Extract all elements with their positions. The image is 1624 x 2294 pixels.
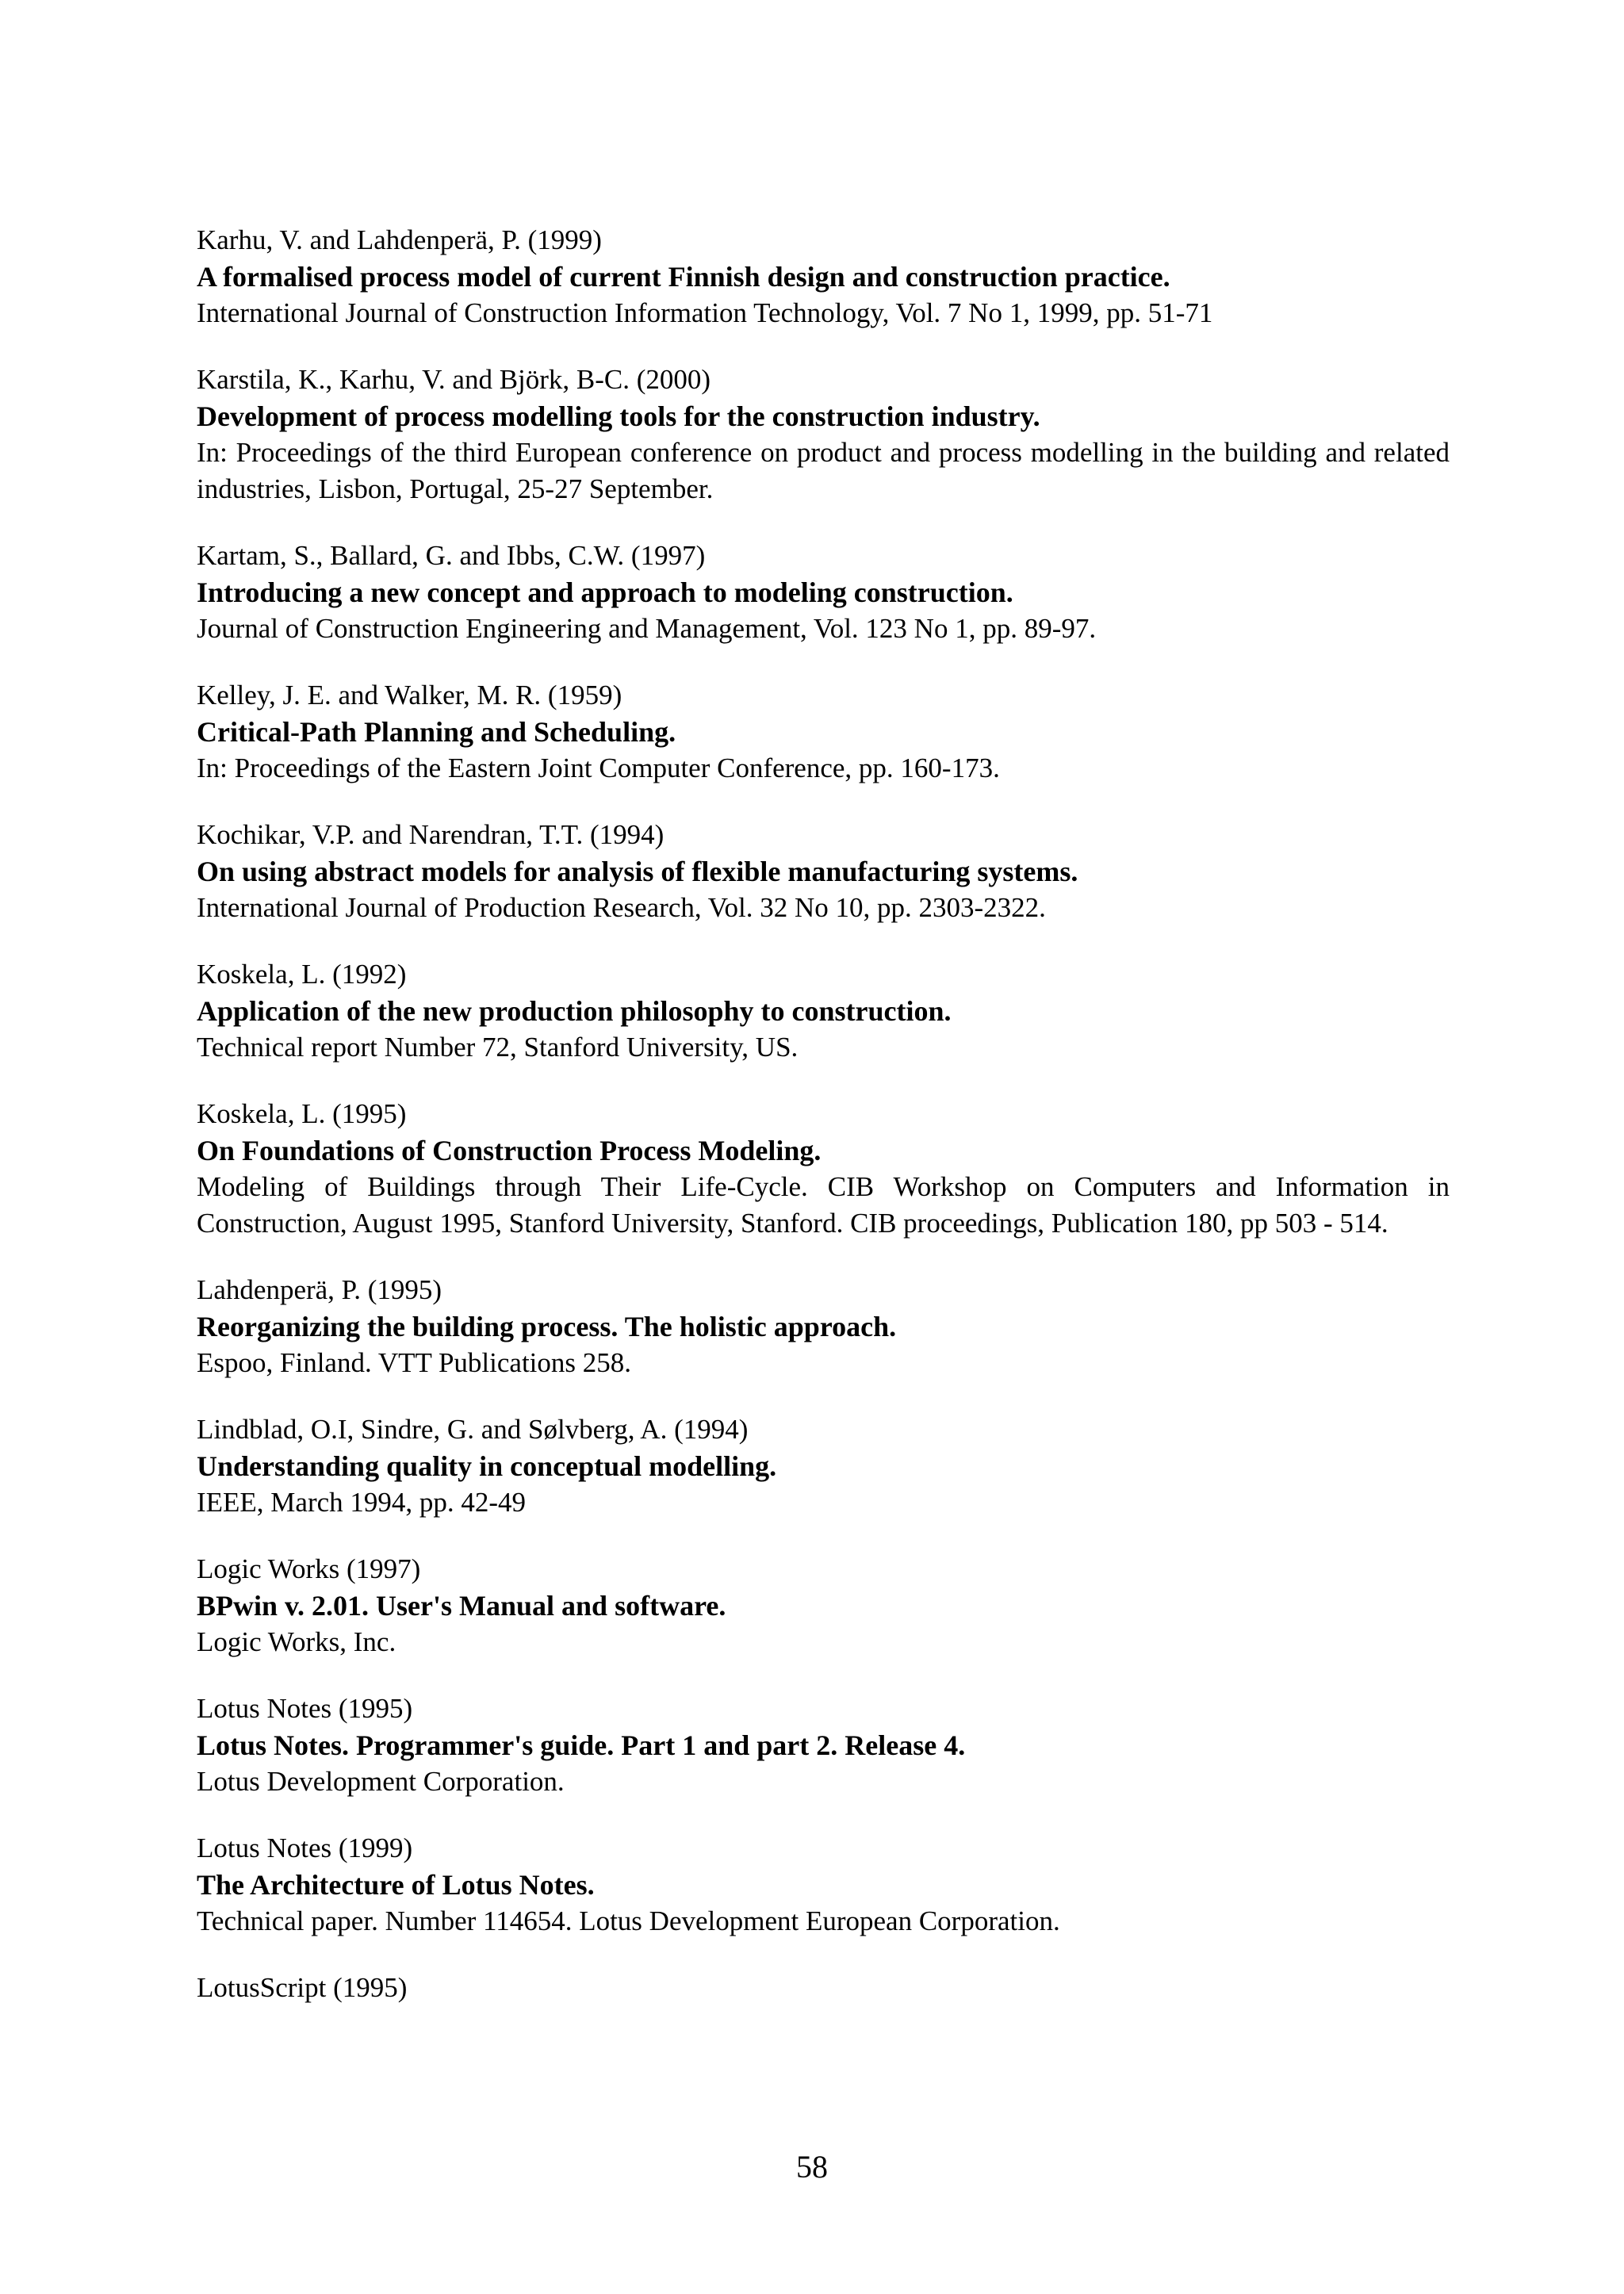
- reference-title: On using abstract models for analysis of flexible manufacturing systems.: [197, 856, 1078, 887]
- reference-entry: [197, 538, 1450, 647]
- reference-title: Introducing a new concept and approach to modeling construction.: [197, 576, 1013, 608]
- reference-authors: Lotus Notes (1995): [197, 1693, 413, 1724]
- reference-source: IEEE, March 1994, pp. 42-49: [197, 1487, 527, 1518]
- reference-authors: Lahdenperä, P. (1995): [197, 1274, 442, 1305]
- reference-source: Espoo, Finland. VTT Publications 258.: [197, 1347, 632, 1378]
- reference-source: International Journal of Construction Information Technology, Vol. 7 No 1, 1999, pp. 51-71: [197, 297, 1213, 328]
- reference-entry: [197, 1970, 1450, 2006]
- reference-title: Lotus Notes. Programmer's guide. Part 1 and part 2. Release 4.: [197, 1729, 966, 1761]
- reference-title: Application of the new production philosophy to construction.: [197, 995, 952, 1027]
- reference-entry: [197, 1691, 1450, 1800]
- reference-title: BPwin v. 2.01. User's Manual and software.: [197, 1590, 726, 1622]
- reference-source: Technical report Number 72, Stanford University, US.: [197, 1032, 799, 1063]
- reference-title: Understanding quality in conceptual modelling.: [197, 1450, 777, 1482]
- reference-title: The Architecture of Lotus Notes.: [197, 1869, 595, 1901]
- reference-authors: Koskela, L. (1995): [197, 1098, 407, 1129]
- reference-list: [197, 222, 1450, 2036]
- reference-entry: [197, 817, 1450, 926]
- reference-source: In: Proceedings of the third European conference on product and process modelling in the building and related industries, Lisbon, Portugal, 25-27 September.: [197, 437, 1450, 504]
- reference-authors: Koskela, L. (1992): [197, 959, 407, 990]
- reference-entry: [197, 677, 1450, 787]
- reference-title: Critical-Path Planning and Scheduling.: [197, 716, 676, 748]
- reference-entry: [197, 1096, 1450, 1242]
- reference-entry: [197, 956, 1450, 1066]
- page-number: 58: [796, 2149, 828, 2185]
- reference-authors: Karstila, K., Karhu, V. and Björk, B-C. (2000): [197, 364, 711, 395]
- reference-entry: [197, 1551, 1450, 1660]
- reference-source: Modeling of Buildings through Their Life-Cycle. CIB Workshop on Computers and Information in Construction, August 1995, Stanford University, Stanford. CIB proceedings, Publication 180, pp 503 - 514.: [197, 1171, 1450, 1239]
- reference-source: Journal of Construction Engineering and Management, Vol. 123 No 1, pp. 89-97.: [197, 613, 1097, 644]
- reference-authors: Lindblad, O.I, Sindre, G. and Sølvberg, A. (1994): [197, 1414, 749, 1445]
- reference-authors: Kartam, S., Ballard, G. and Ibbs, C.W. (1997): [197, 540, 706, 571]
- reference-title: A formalised process model of current Finnish design and construction practice.: [197, 261, 1170, 293]
- reference-entry: [197, 362, 1450, 507]
- reference-source: Lotus Development Corporation.: [197, 1766, 565, 1797]
- reference-authors: Lotus Notes (1999): [197, 1833, 413, 1863]
- reference-source: In: Proceedings of the Eastern Joint Computer Conference, pp. 160-173.: [197, 753, 1000, 783]
- reference-authors: Karhu, V. and Lahdenperä, P. (1999): [197, 224, 602, 255]
- reference-entry: [197, 1411, 1450, 1521]
- reference-authors: Kochikar, V.P. and Narendran, T.T. (1994): [197, 819, 665, 850]
- reference-title: Reorganizing the building process. The holistic approach.: [197, 1311, 897, 1342]
- reference-entry: [197, 1272, 1450, 1381]
- reference-entry: [197, 1830, 1450, 1940]
- reference-entry: [197, 222, 1450, 331]
- reference-source: International Journal of Production Research, Vol. 32 No 10, pp. 2303-2322.: [197, 892, 1046, 923]
- reference-source: Logic Works, Inc.: [197, 1626, 396, 1657]
- reference-authors: LotusScript (1995): [197, 1972, 408, 2003]
- reference-authors: Kelley, J. E. and Walker, M. R. (1959): [197, 680, 622, 710]
- reference-title: Development of process modelling tools for the construction industry.: [197, 400, 1040, 432]
- reference-title: On Foundations of Construction Process Modeling.: [197, 1135, 822, 1166]
- reference-source: Technical paper. Number 114654. Lotus Development European Corporation.: [197, 1905, 1060, 1936]
- reference-authors: Logic Works (1997): [197, 1553, 421, 1584]
